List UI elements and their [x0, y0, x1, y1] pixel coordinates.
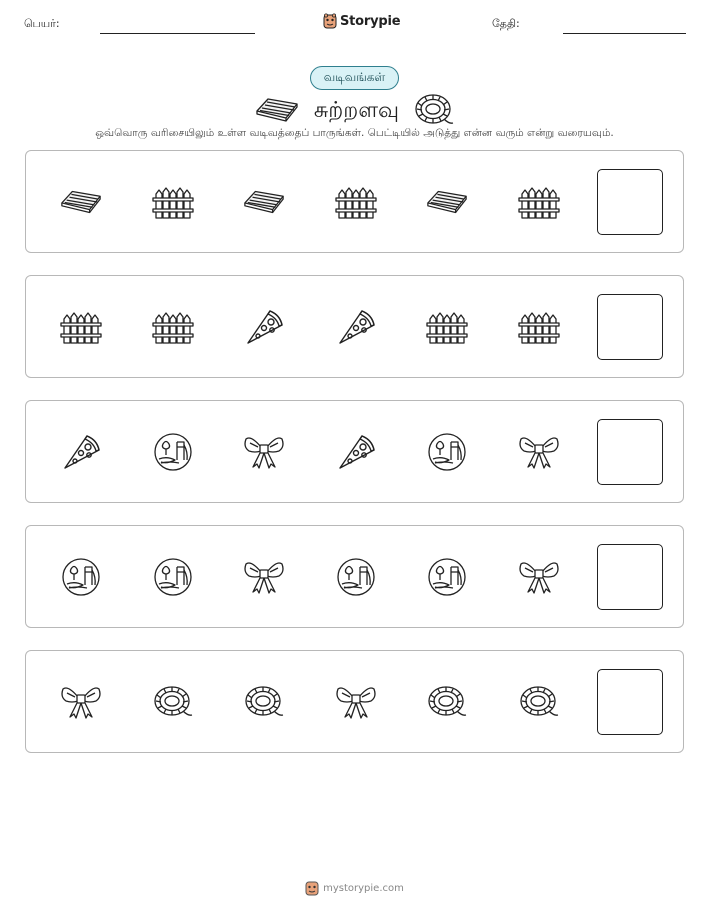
rope-icon [151, 682, 195, 722]
pizza-icon [334, 432, 378, 472]
bow-icon [334, 682, 378, 722]
tray-icon [59, 182, 103, 222]
page-title [0, 92, 709, 132]
footer [0, 880, 709, 896]
fence-icon [334, 182, 378, 222]
playground-icon [151, 557, 195, 597]
category-badge: வடிவங்கள் [310, 66, 399, 90]
name-field[interactable] [100, 33, 255, 34]
rope-icon [242, 682, 286, 722]
pattern-row [25, 650, 684, 753]
bow-icon [242, 432, 286, 472]
bow-icon [59, 682, 103, 722]
brand-logo [323, 13, 400, 29]
fence-icon [517, 182, 561, 222]
rope-icon [517, 682, 561, 722]
pattern-row [25, 525, 684, 628]
answer-box[interactable] [597, 294, 663, 360]
playground-icon [151, 432, 195, 472]
bow-icon [517, 557, 561, 597]
storypie-mascot-icon [305, 880, 319, 896]
rope-icon [425, 682, 469, 722]
date-field[interactable] [563, 33, 686, 34]
answer-box[interactable] [597, 419, 663, 485]
fence-icon [517, 307, 561, 347]
pattern-row [25, 400, 684, 503]
bow-icon [242, 557, 286, 597]
tray-icon [254, 95, 300, 129]
title-text: சுற்றளவு [313, 98, 400, 123]
pizza-icon [242, 307, 286, 347]
bow-icon [517, 432, 561, 472]
pattern-row [25, 275, 684, 378]
pattern-row [25, 150, 684, 253]
playground-icon [425, 432, 469, 472]
brand-name: Storypie [340, 13, 401, 29]
playground-icon [59, 557, 103, 597]
footer-url: mystorypie.com [323, 882, 404, 894]
pizza-icon [334, 307, 378, 347]
instructions: ஒவ்வொரு வரிசையிலும் உள்ள வடிவத்தைப் பாருங்கள். பெட்டியில் அடுத்து என்ன வரும் என்று வரையவும். [95, 127, 614, 139]
tray-icon [425, 182, 469, 222]
pizza-icon [59, 432, 103, 472]
fence-icon [151, 307, 195, 347]
fence-icon [425, 307, 469, 347]
fence-icon [59, 307, 103, 347]
answer-box[interactable] [597, 669, 663, 735]
date-label: தேதி: [492, 17, 520, 30]
answer-box[interactable] [597, 169, 663, 235]
playground-icon [425, 557, 469, 597]
storypie-mascot-icon [323, 13, 337, 29]
answer-box[interactable] [597, 544, 663, 610]
tray-icon [242, 182, 286, 222]
rope-icon [413, 92, 455, 132]
fence-icon [151, 182, 195, 222]
name-label: பெயர்: [24, 17, 60, 30]
playground-icon [334, 557, 378, 597]
